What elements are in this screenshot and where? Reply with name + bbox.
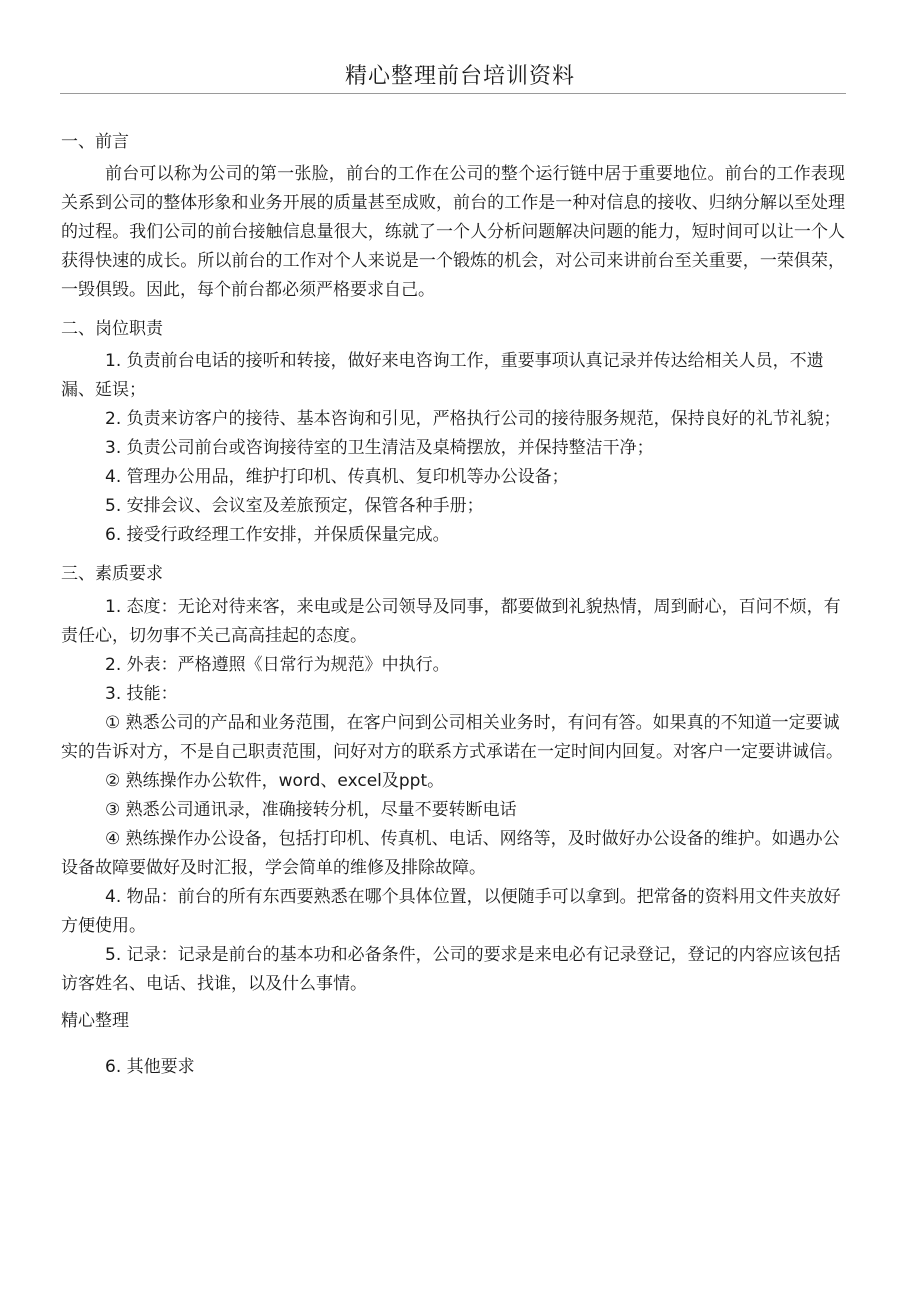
quality-item: 1. 态度：无论对待来客，来电或是公司领导及同事，都要做到礼貌热情，周到耐心，百问不烦，有责任心，切勿事不关己高高挂起的态度。 bbox=[61, 597, 841, 646]
section-heading-intro: 一、前言 bbox=[61, 132, 129, 152]
duty-item: 2. 负责来访客户的接待、基本咨询和引见，严格执行公司的接待服务规范，保持良好的礼节礼貌； bbox=[105, 409, 841, 429]
duty-item: 3. 负责公司前台或咨询接待室的卫生清洁及桌椅摆放，并保持整洁干净； bbox=[105, 438, 654, 458]
duty-item: 6. 接受行政经理工作安排，并保质保量完成。 bbox=[105, 525, 450, 545]
quality-item: ① 熟悉公司的产品和业务范围，在客户问到公司相关业务时，有问有答。如果真的不知道一定要诚实的告诉对方，不是自己职责范围，问好对方的联系方式承诺在一定时间内回复。对客户一定要讲诚信。 bbox=[61, 713, 843, 762]
quality-item-next: 6. 其他要求 bbox=[105, 1057, 195, 1077]
quality-item: ③ 熟悉公司通讯录，准确接转分机，尽量不要转断电话 bbox=[105, 800, 517, 820]
footer-label: 精心整理 bbox=[61, 1011, 129, 1031]
quality-item: 3. 技能： bbox=[105, 684, 178, 704]
duty-item: 4. 管理办公用品，维护打印机、传真机、复印机等办公设备； bbox=[105, 467, 569, 487]
duty-item: 5. 安排会议、会议室及差旅预定，保管各种手册； bbox=[105, 496, 484, 516]
quality-item: ② 熟练操作办公软件，word、excel及ppt。 bbox=[105, 771, 445, 791]
quality-item: 2. 外表：严格遵照《日常行为规范》中执行。 bbox=[105, 655, 450, 675]
duty-item: 1. 负责前台电话的接听和转接，做好来电咨询工作，重要事项认真记录并传达给相关人员，不遗漏、延误； bbox=[61, 351, 824, 400]
document-body bbox=[61, 128, 845, 1082]
title-divider bbox=[60, 93, 846, 94]
page-title: 精心整理前台培训资料 bbox=[344, 64, 575, 89]
intro-paragraph: 前台可以称为公司的第一张脸，前台的工作在公司的整个运行链中居于重要地位。前台的工作表现关系到公司的整体形象和业务开展的质量甚至成败，前台的工作是一种对信息的接收、归纳分解以至处理的过程。我们公司的前台接触信息量很大，练就了一个人分析问题解决问题的能力，短时间可以让一个人获得快速的成长。所以前台的工作对个人来说是一个锻炼的机会，对公司来讲前台至关重要，一荣俱荣，一毁俱毁。因此，每个前台都必须严格要求自己。 bbox=[61, 164, 845, 300]
quality-item: ④ 熟练操作办公设备，包括打印机、传真机、电话、网络等，及时做好办公设备的维护。如遇办公设备故障要做好及时汇报，学会简单的维修及排除故障。 bbox=[61, 829, 840, 878]
section-heading-duties: 二、岗位职责 bbox=[61, 319, 163, 339]
quality-item: 4. 物品：前台的所有东西要熟悉在哪个具体位置，以便随手可以拿到。把常备的资料用文件夹放好方便使用。 bbox=[61, 887, 841, 936]
section-heading-quality: 三、素质要求 bbox=[61, 564, 163, 584]
quality-item: 5. 记录：记录是前台的基本功和必备条件，公司的要求是来电必有记录登记，登记的内容应该包括访客姓名、电话、找谁，以及什么事情。 bbox=[61, 945, 841, 994]
